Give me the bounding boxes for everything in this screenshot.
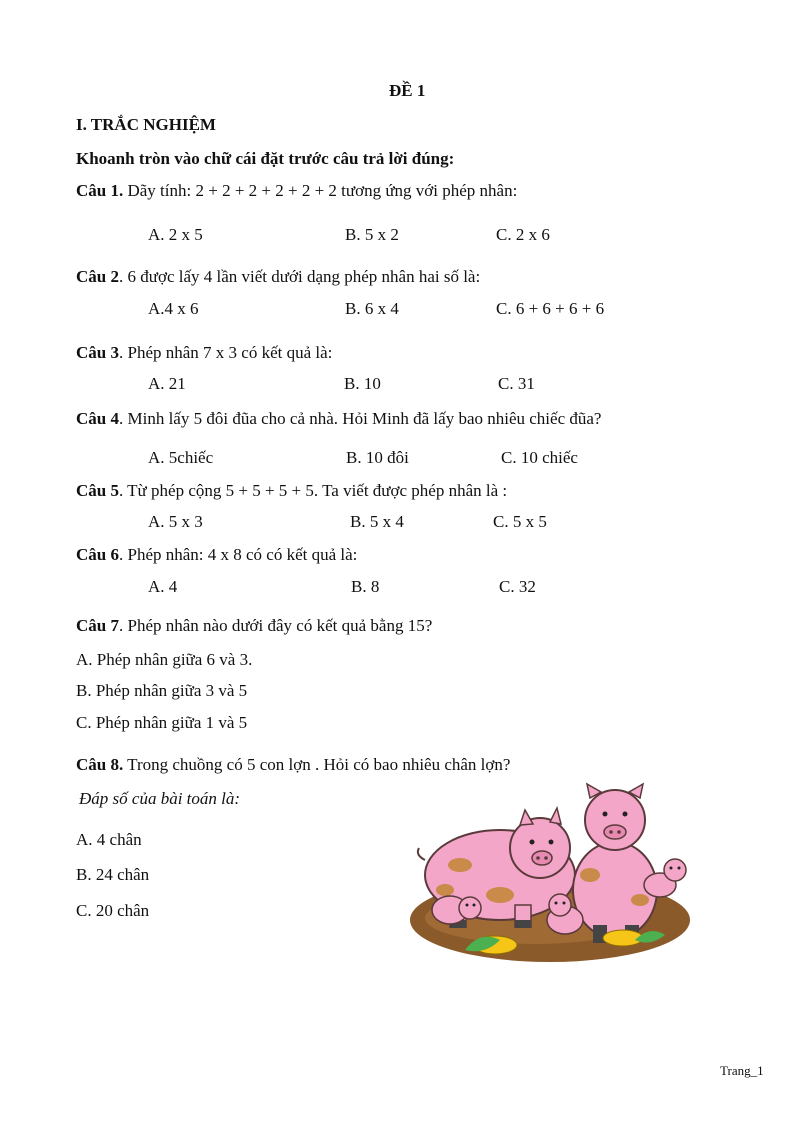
q2-option-b[interactable]: B. 6 x 4 (345, 299, 399, 318)
q4-option-b[interactable]: B. 10 đôi (346, 448, 409, 467)
q8-option-a[interactable]: A. 4 chân (76, 830, 142, 849)
q2-option-a[interactable]: A.4 x 6 (148, 299, 199, 318)
question-2 (76, 267, 480, 287)
q1-option-c[interactable]: C. 2 x 6 (496, 225, 550, 244)
question-label: Câu 3 (76, 343, 119, 362)
question-label: Câu 8. (76, 755, 124, 774)
q5-option-a[interactable]: A. 5 x 3 (148, 512, 203, 531)
section-heading: I. TRẮC NGHIỆM (76, 115, 216, 134)
question-5 (76, 481, 507, 501)
q7-option-a[interactable]: A. Phép nhân giữa 6 và 3. (76, 650, 253, 669)
question-label: Câu 2 (76, 267, 119, 286)
q7-option-c[interactable]: C. Phép nhân giữa 1 và 5 (76, 713, 248, 732)
answer-prompt: Đáp số của bài toán là: (79, 789, 241, 808)
question-label: Câu 6 (76, 545, 119, 564)
instruction-text: Khoanh tròn vào chữ cái đặt trước câu trả lời đúng: (76, 149, 455, 168)
q6-option-c[interactable]: C. 32 (499, 577, 536, 596)
question-text: . Minh lấy 5 đôi đũa cho cả nhà. Hỏi Minh đã lấy bao nhiêu chiếc đũa? (118, 409, 602, 428)
q2-option-c[interactable]: C. 6 + 6 + 6 + 6 (496, 299, 605, 318)
question-text: Trong chuồng có 5 con lợn . Hỏi có bao nhiêu chân lợn? (123, 755, 511, 774)
question-6 (76, 545, 357, 565)
q8-option-c[interactable]: C. 20 chân (76, 901, 150, 920)
question-1 (76, 181, 517, 201)
q3-option-c[interactable]: C. 31 (498, 374, 535, 393)
q6-option-a[interactable]: A. 4 (148, 577, 178, 596)
question-label: Câu 5 (76, 481, 119, 500)
pig-standing (573, 784, 657, 943)
question-8 (76, 755, 510, 775)
question-7 (76, 616, 432, 636)
question-label: Câu 4 (76, 409, 119, 428)
q6-option-b[interactable]: B. 8 (351, 577, 380, 596)
question-text: . Từ phép cộng 5 + 5 + 5 + 5. Ta viết được phép nhân là : (118, 481, 508, 500)
q4-option-a[interactable]: A. 5chiếc (148, 448, 214, 467)
q8-option-b[interactable]: B. 24 chân (76, 865, 150, 884)
question-4 (76, 409, 601, 429)
page-number: Trang_1 (720, 1063, 764, 1078)
question-text: . Phép nhân 7 x 3 có kết quả là: (118, 343, 333, 362)
q1-option-a[interactable]: A. 2 x 5 (148, 225, 203, 244)
question-text: . Phép nhân nào dưới đây có kết quả bằng 15? (118, 616, 433, 635)
q5-option-c[interactable]: C. 5 x 5 (493, 512, 547, 531)
q7-option-b[interactable]: B. Phép nhân giữa 3 và 5 (76, 681, 248, 700)
question-3 (76, 343, 332, 363)
question-text: . 6 được lấy 4 lần viết dưới dạng phép nhân hai số là: (118, 267, 481, 286)
question-label: Câu 7 (76, 616, 119, 635)
q3-option-a[interactable]: A. 21 (148, 374, 186, 393)
question-text: Dãy tính: 2 + 2 + 2 + 2 + 2 + 2 tương ứng với phép nhân: (123, 181, 518, 200)
q4-option-c[interactable]: C. 10 chiếc (501, 448, 578, 467)
q1-option-b[interactable]: B. 5 x 2 (345, 225, 399, 244)
question-label: Câu 1. (76, 181, 124, 200)
pigs-illustration (405, 780, 695, 970)
page-title: ĐỀ 1 (389, 81, 426, 100)
q3-option-b[interactable]: B. 10 (344, 374, 381, 393)
q5-option-b[interactable]: B. 5 x 4 (350, 512, 404, 531)
question-text: . Phép nhân: 4 x 8 có có kết quả là: (118, 545, 358, 564)
